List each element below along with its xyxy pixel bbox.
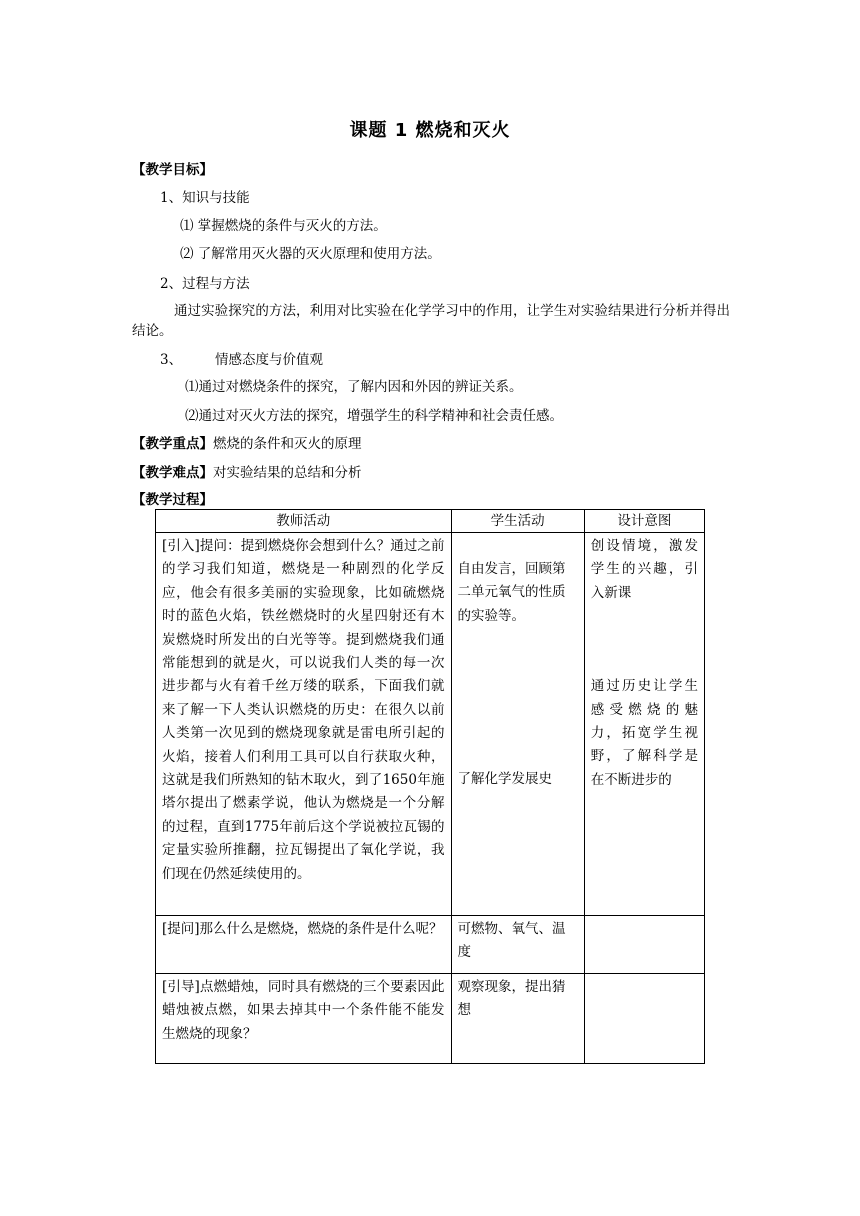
- objective-item-3b: ⑵通过对灭火方法的探究，增强学生的科学精神和社会责任感。: [185, 408, 563, 424]
- difficulty-line: [132, 463, 362, 483]
- objective-item-1a: ⑴ 掌握燃烧的条件与灭火的方法。: [180, 218, 387, 234]
- table-row: [156, 533, 705, 916]
- process-heading: 【教学过程】: [132, 492, 213, 508]
- intent-text-a: 创设情境，激发学生的兴趣，引入新课: [590, 538, 698, 601]
- key-point-text: 燃烧的条件和灭火的原理: [213, 436, 362, 452]
- intent-cell: [584, 974, 704, 1064]
- student-cell: [451, 533, 584, 916]
- teacher-cell: [引导]点燃蜡烛，同时具有燃烧的三个要素因此蜡烛被点燃，如果去掉其中一个条件能不能发生燃烧的现象？: [156, 974, 452, 1064]
- difficulty-text: 对实验结果的总结和分析: [213, 465, 362, 481]
- key-point-heading: 【教学重点】: [132, 436, 213, 452]
- header-intent: 设计意图: [584, 510, 704, 533]
- header-student: 学生活动: [451, 510, 584, 533]
- student-text-a: 自由发言，回顾第二单元氧气的性质的实验等。: [457, 561, 566, 624]
- difficulty-heading: 【教学难点】: [132, 465, 213, 481]
- objective-item-3a: ⑴通过对燃烧条件的探究，了解内因和外因的辨证关系。: [185, 379, 523, 395]
- table-row: [156, 974, 705, 1064]
- objective-item-2: 2、过程与方法: [160, 276, 250, 292]
- table-header-row: [156, 510, 705, 533]
- intent-text-b: 通过历史让学生感受燃烧的魅力，拓宽学生视野，了解科学是在不断进步的: [590, 678, 698, 788]
- key-point-line: [132, 434, 362, 454]
- student-text-b: 了解化学发展史: [457, 771, 553, 788]
- student-cell: 观察现象，提出猜想: [451, 974, 584, 1064]
- page-title: 课题 1 燃烧和灭火: [349, 120, 511, 141]
- objective-item-3-number: 3、: [160, 352, 183, 368]
- objective-item-1: 1、知识与技能: [160, 190, 250, 206]
- intent-cell: [584, 533, 704, 916]
- table-row: [156, 916, 705, 974]
- teacher-cell: [引入]提问：提到燃烧你会想到什么？通过之前的学习我们知道，燃烧是一种剧烈的化学反应，他会有很多美丽的实验现象，比如硫燃烧时的蓝色火焰，铁丝燃烧时的火星四射还有木炭燃烧时所发出的白光等等。提到燃烧我们通常能想到的就是火，可以说我们人类的每一次进步都与火有着千丝万缕的联系，下面我们就来了解一下人类认识燃烧的历史：在很久以前人类第一次见到的燃烧现象就是雷电所引起的火焰，接着人们利用工具可以自行获取火种，这就是我们所熟知的钻木取火，到了1650年施塔尔提出了燃素学说，他认为燃烧是一个分解的过程，直到1775年前后这个学说被拉瓦锡的定量实验所推翻，拉瓦锡提出了氧化学说，我们现在仍然延续使用的。: [156, 533, 452, 916]
- objective-item-1b: ⑵ 了解常用灭火器的灭火原理和使用方法。: [180, 246, 441, 262]
- objective-item-3: 情感态度与价值观: [215, 352, 323, 368]
- teacher-cell: [提问]那么什么是燃烧，燃烧的条件是什么呢？: [156, 916, 452, 974]
- objective-item-2-text: 通过实验探究的方法，利用对比实验在化学学习中的作用，让学生对实验结果进行分析并得出结论。: [132, 303, 730, 339]
- objectives-heading: 【教学目标】: [132, 162, 213, 178]
- student-cell: 可燃物、氧气、温度: [451, 916, 584, 974]
- header-teacher: 教师活动: [156, 510, 452, 533]
- intent-cell: [584, 916, 704, 974]
- process-table: [155, 509, 705, 1064]
